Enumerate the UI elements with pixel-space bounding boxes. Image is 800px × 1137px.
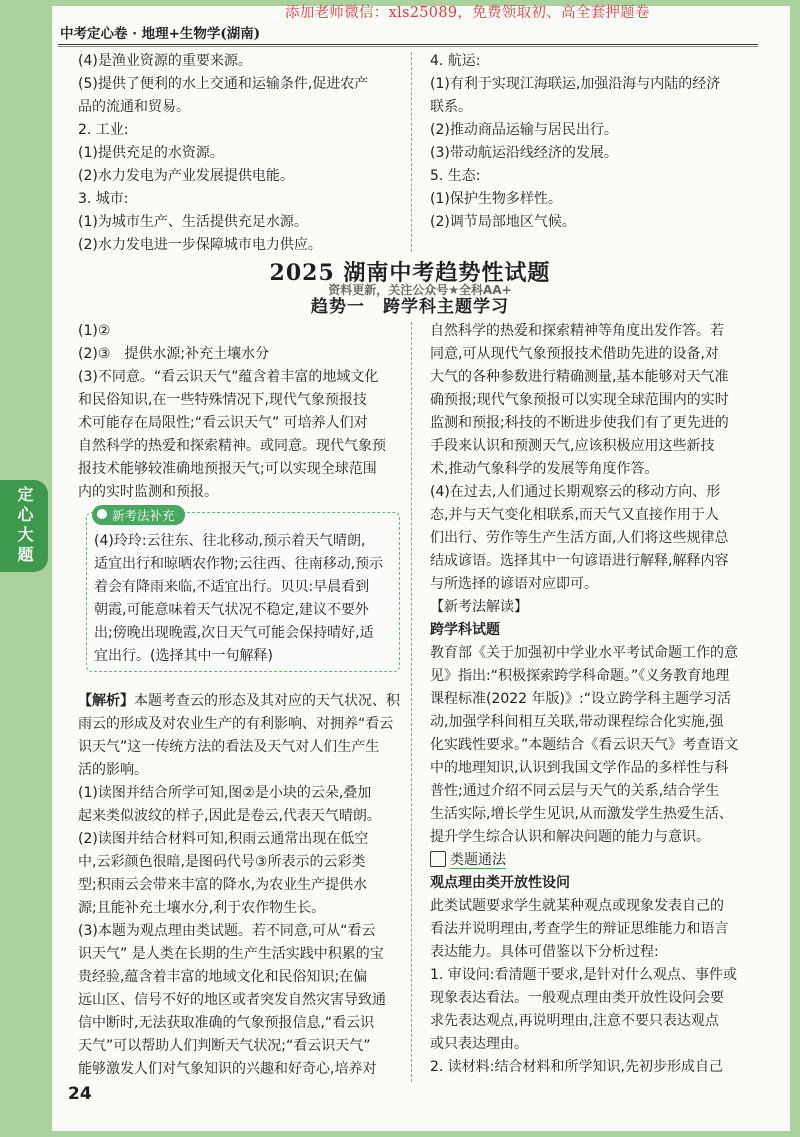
text-line: (3)带动航运沿线经济的发展。 [430,145,618,161]
analysis-first-line [78,690,400,713]
text-line: 5. 生态: [430,168,481,184]
text-line: 术可能存在局限性;“看云识天气” 可培养人们对 [78,415,368,431]
text-line: 结成谚语。选择其中一句谚语进行解释,解释内容 [430,553,729,569]
text-line: 们出行、劳作等生产生活方面,人们将这些规律总 [430,530,729,546]
text-line: (3)本题为观点理由类试题。若不同意,可从“看云 [78,923,376,939]
text-line: (1)有利于实现江海联运,加强沿海与内陆的经济 [430,76,721,92]
text-line: 远山区、信号不好的地区或者突发自然灾害导致通 [78,992,386,1008]
header-rule-secondary [58,46,758,47]
badge-label: 新考法补充 [112,508,175,523]
text-line: (2)水力发电进一步保障城市电力供应。 [78,237,322,253]
bottom-left-column [78,320,400,1081]
text-line: 联系。 [430,99,472,115]
text-line: 化实践性要求。”本题结合《看云识天气》考查语文 [430,737,739,753]
text-line: 3. 城市: [78,191,129,207]
text-line: (2)推动商品运输与居民出行。 [430,122,618,138]
text-line: (2)调节局部地区气候。 [430,214,576,230]
text-line: (1)② [78,323,111,339]
supplement-text [94,530,394,668]
text-line: 识天气” 是人类在长期的生产生活实践中积累的宝 [78,946,384,962]
text-line: 能够激发人们对气象知识的兴趣和好奇心,培养对 [78,1061,377,1077]
text-line: (4)是渔业资源的重要来源。 [78,53,252,69]
cross-subject-title: 跨学科试题 [430,622,500,638]
text-line: (1)提供充足的水资源。 [78,145,224,161]
text-line: 宜出行。(选择其中一句解释) [94,648,273,664]
text-line: 信中断时,无法获取准确的气象预报信息,“看云识 [78,1015,375,1031]
text-line: 4. 航运: [430,53,481,69]
text-line: (4)在过去,人们通过长期观察云的移动方向、形 [430,484,721,500]
text-line: 自然科学的热爱和探索精神。或同意。现代气象预 [78,438,386,454]
ad-overlay-text: 资料更新，关注公众号★全科AA+ [328,283,512,297]
badge-dot-icon [97,509,107,519]
text-line: (1)读图并结合所学可知,图②是小块的云朵,叠加 [78,785,372,801]
text-line: (2)读图并结合材料可知,积雨云通常出现在低空 [78,831,369,847]
text-line: 看法并说明理由,考查学生的辩证思维能力和语言 [430,921,729,937]
text-line: 课程标准(2022 年版)》:“设立跨学科主题学习活 [430,691,731,707]
text-line: (2)③ 提供水源;补充土壤水分 [78,346,270,362]
text-line: 表达能力。具体可借鉴以下分析过程: [430,944,659,960]
text-line: 同意,可从现代气象预报技术借助先进的设备,对 [430,346,719,362]
text-line: 和民俗知识,在一些特殊情况下,现代气象预报技 [78,392,367,408]
top-right-column [430,50,760,234]
text-line: 天气”可以帮助人们判断天气状况;“看云识天气” [78,1038,371,1054]
header-rule [58,44,758,45]
text-line: 术,推动气象科学的发展等角度作答。 [430,461,659,477]
text-line: 源;且能补充土壤水分,利于农作物生长。 [78,900,326,916]
text-line: 2. 工业: [78,122,129,138]
text-line: 中,云彩颜色很暗,是图码代号③所表示的云彩类 [78,854,366,870]
text-line: 自然科学的热爱和探索精神等角度出发作答。若 [430,323,724,339]
bottom-right-column [430,320,755,1079]
text-line: 2. 读材料:结合材料和所学知识,先初步形成自己 [430,1059,723,1075]
text-span: 本题考查云的形态及其对应的天气状况、积 [134,693,400,709]
bottom-column-divider [411,322,412,1082]
text-line: 朝霞,可能意味着天气状况不稳定,建议不要外 [94,602,369,618]
text-line: 动,加强学科间相互关联,带动课程综合化实施,强 [430,714,724,730]
side-tab: 定心大题 [0,480,48,572]
text-line: 着会有降雨来临,不适宜出行。贝贝:早晨看到 [94,579,370,595]
text-line: 内的实时监测和预报。 [78,484,218,500]
text-line: (4)玲玲:云往东、往北移动,预示着天气晴朗, [94,533,366,549]
text-line: 态,并与天气变化相联系,而天气又直接作用于人 [430,507,719,523]
text-line: 报技术能够较准确地预报天气;可以实现全球范围 [78,461,377,477]
text-line: 提升学生综合认识和解决问题的能力与意识。 [430,829,710,845]
text-line: 大气的各种参数进行精确测量,基本能够对天气准 [430,369,729,385]
text-line: (3)不同意。“看云识天气”蕴含着丰富的地域文化 [78,369,379,385]
text-line: 确预报;现代气象预报可以实现全球范围内的实时 [430,392,729,408]
text-line: 普性;通过介绍不同云层与天气的关系,结合学生 [430,783,720,799]
text-line: 1. 审设问:看清题干要求,是针对什么观点、事件或 [430,967,737,983]
text-line: 生活实际,增长学生见识,从而激发学生热爱生活、 [430,806,733,822]
text-line: 此类试题要求学生就某种观点或现象发表自己的 [430,898,724,914]
text-line: 识天气”这一传统方法的看法及天气对人们生产生 [78,739,380,755]
text-line: 手段来认识和预测天气,应该积极应用这些新技 [430,438,715,454]
section-subtitle: 趋势一 跨学科主题学习 [311,297,509,317]
text-line: (1)为城市生产、生活提供充足水源。 [78,214,308,230]
text-line: 监测和预报;科技的不断进步使我们有了更先进的 [430,415,729,431]
watermark-text: 添加老师微信：xls25089，免费领取初、高全套押题卷 [285,5,650,21]
text-line: (2)水力发电为产业发展提供电能。 [78,168,294,184]
analysis-label: 【解析】 [78,693,134,709]
running-header: 中考定心卷 · 地理+生物学(湖南) [60,26,261,42]
text-line: 或只表达理由。 [430,1036,528,1052]
text-line: (5)提供了便利的水上交通和运输条件,促进农产 [78,76,369,92]
text-line: 贵经验,蕴含着丰富的地域文化和民俗知识;在偏 [78,969,368,985]
class-method-label: 类题通法 [450,852,506,868]
text-line: (1)保护生物多样性。 [430,191,562,207]
text-line: 品的流通和贸易。 [78,99,190,115]
page-number: 24 [68,1084,92,1104]
new-method-badge [92,505,185,525]
text-line: 型;积雨云会带来丰富的降水,为农业生产提供水 [78,877,368,893]
text-line: 与所选择的谚语对应即可。 [430,576,598,592]
viewpoint-title: 观点理由类开放性设问 [430,875,570,891]
text-line: 雨云的形成及对农业生产的有利影响、对拥养“看云 [78,716,394,732]
text-line: 中的地理知识,认识到我国文学作品的多样性与科 [430,760,729,776]
text-line: 起来类似波纹的样子,因此是卷云,代表天气晴朗。 [78,808,381,824]
text-line: 见》指出:“积极探索跨学科命题。”《义务教育地理 [430,668,730,684]
section-title: 2025 湖南中考趋势性试题 [269,260,551,286]
text-line: 求先表达观点,再说明理由,注意不要只表达观点 [430,1013,719,1029]
text-line: 出;傍晚出现晚霞,次日天气可能会保持晴好,适 [94,625,374,641]
top-left-column [78,50,398,257]
text-line: 教育部《关于加强初中学业水平考试命题工作的意 [430,645,738,661]
text-line: 现象表达看法。一般观点理由类开放性设问会要 [430,990,724,1006]
class-method-heading [430,849,755,872]
text-line: 活的影响。 [78,762,148,778]
note-icon [430,851,446,867]
text-line: 适宜出行和晾晒农作物;云往西、往南移动,预示 [94,556,384,572]
new-method-heading: 【新考法解读】 [430,599,528,615]
top-column-divider [411,52,412,252]
